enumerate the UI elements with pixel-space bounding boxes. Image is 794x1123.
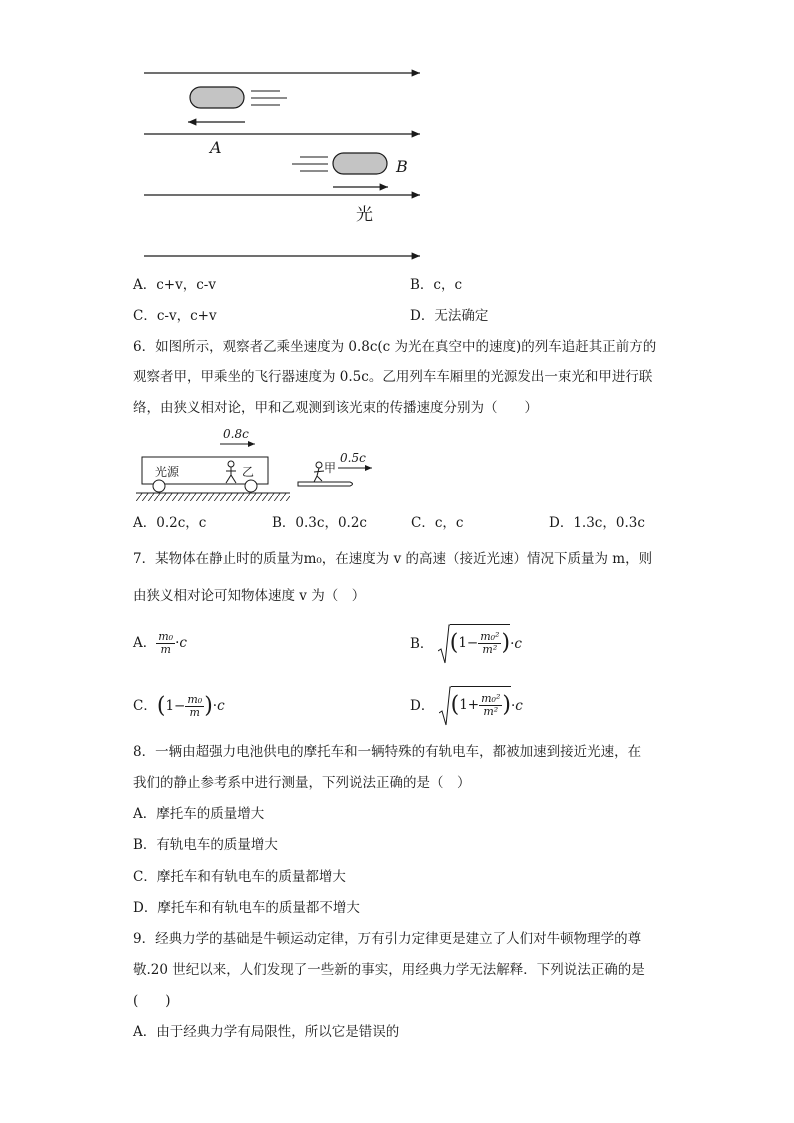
sqrt-sign-icon — [438, 623, 450, 667]
paren-left: ( — [449, 630, 459, 655]
q8-option-d[interactable]: D．摩托车和有轨电车的质量都不增大 — [133, 900, 360, 916]
train-speed-label: 0.8c — [223, 427, 249, 441]
q7-option-c-label: C． — [133, 698, 157, 714]
fraction-denominator: m² — [482, 642, 498, 656]
q5-option-b[interactable]: B．c，c — [410, 277, 463, 293]
q7-option-a-fraction — [156, 631, 175, 656]
q7-option-b-fraction — [478, 631, 501, 656]
fraction-numerator: m₀ — [187, 693, 203, 706]
q6-option-d[interactable]: D．1.3c，0.3c — [549, 515, 645, 531]
one-minus: 1− — [458, 634, 479, 651]
q7-option-a[interactable] — [133, 627, 187, 661]
speed-of-light-symbol: c — [515, 698, 523, 714]
one-plus: 1+ — [459, 696, 480, 713]
q5-option-a[interactable]: A．c+v，c-v — [133, 277, 216, 293]
q7-text-line-1: 7．某物体在静止时的质量为m₀，在速度为 v 的高速（接近光速）情况下质量为 m，则 — [133, 551, 653, 567]
ground-hatch — [136, 493, 290, 501]
vehicle-a — [190, 87, 244, 108]
label-b: B — [396, 157, 408, 176]
observer-jia-label: 甲 — [324, 461, 337, 475]
fraction-numerator: m₀ — [158, 630, 174, 643]
label-light: 光 — [356, 205, 373, 225]
flying-craft — [298, 482, 353, 486]
q7-option-b[interactable] — [410, 622, 522, 666]
speed-of-light-symbol: c — [514, 636, 522, 652]
q7-option-c-fraction — [185, 694, 204, 719]
speed-of-light-symbol: c — [217, 698, 225, 714]
light-source-label: 光源 — [155, 465, 180, 479]
q9-text-line-2: 敬.20 世纪以来，人们发现了一些新的事实，用经典力学无法解释．下列说法正确的是 — [133, 962, 645, 978]
q6-option-c[interactable]: C．c，c — [411, 515, 464, 531]
craft-speed-label: 0.5c — [340, 451, 366, 465]
label-a: A — [210, 138, 222, 157]
q7-option-c[interactable] — [133, 688, 225, 724]
q8-option-b[interactable]: B．有轨电车的质量增大 — [133, 837, 278, 853]
train-wheel-right — [245, 480, 257, 492]
sqrt-radicand — [451, 686, 511, 725]
paren-left: ( — [450, 692, 460, 717]
q7-option-d-label: D． — [410, 698, 435, 714]
q5-option-d[interactable]: D．无法确定 — [410, 308, 489, 324]
q8-option-a[interactable]: A．摩托车的质量增大 — [133, 806, 265, 822]
q6-option-b[interactable]: B．0.3c，0.2c — [272, 515, 367, 531]
q7-option-b-label: B． — [410, 636, 434, 652]
q7-option-d[interactable] — [410, 684, 523, 728]
q9-text-line-1: 9．经典力学的基础是牛顿运动定律，万有引力定律更是建立了人们对牛顿物理学的尊 — [133, 931, 642, 947]
one-minus: 1− — [165, 698, 186, 714]
q6-option-a[interactable]: A．0.2c，c — [133, 515, 207, 531]
sqrt-radicand — [450, 624, 510, 663]
speed-of-light-symbol: c — [179, 635, 187, 651]
paren-left: ( — [156, 693, 166, 719]
q7-option-d-fraction — [479, 693, 502, 718]
dot-operator: · — [510, 698, 516, 714]
fraction-numerator: m₀² — [480, 629, 500, 643]
figure-train-and-craft — [128, 424, 378, 504]
q6-text-line-1: 6．如图所示，观察者乙乘坐速度为 0.8c(c 为光在真空中的速度)的列车追赶其正前方的 — [133, 339, 657, 355]
fraction-numerator: m₀² — [481, 691, 501, 705]
q5-option-c[interactable]: C．c-v，c+v — [133, 308, 217, 324]
fraction-denominator: m — [160, 643, 171, 656]
q7-option-a-label: A． — [133, 635, 157, 651]
q7-text-line-2: 由狭义相对论可知物体速度 v 为（ ） — [133, 588, 366, 604]
paren-right: ) — [204, 693, 213, 719]
paren-right: ) — [501, 630, 511, 655]
dot-operator: · — [212, 698, 218, 714]
q6-text-line-3: 络，由狭义相对论，甲和乙观测到该光束的传播速度分别为（ ） — [133, 400, 538, 416]
q8-option-c[interactable]: C．摩托车和有轨电车的质量都增大 — [133, 869, 346, 885]
q9-option-a[interactable]: A．由于经典力学有局限性，所以它是错误的 — [133, 1024, 400, 1040]
q9-text-line-3: ( ) — [133, 993, 171, 1009]
fraction-denominator: m — [189, 706, 200, 719]
paren-right: ) — [502, 692, 511, 717]
figure-relative-motion — [130, 60, 430, 265]
q8-text-line-2: 我们的静止参考系中进行测量，下列说法正确的是（ ） — [133, 775, 471, 791]
q8-text-line-1: 8．一辆由超强力电池供电的摩托车和一辆特殊的有轨电车，都被加速到接近光速，在 — [133, 744, 642, 760]
fraction-denominator: m² — [483, 704, 499, 718]
dot-operator: · — [510, 636, 515, 652]
dot-operator: · — [175, 635, 180, 651]
train-wheel-left — [153, 480, 165, 492]
observer-yi-label: 乙 — [242, 465, 255, 479]
observer-jia-figure — [314, 462, 324, 482]
vehicle-b — [333, 153, 387, 174]
q6-text-line-2: 观察者甲，甲乘坐的飞行器速度为 0.5c。乙用列车车厢里的光源发出一束光和甲进行联 — [133, 369, 653, 385]
sqrt-sign-icon — [439, 685, 451, 729]
